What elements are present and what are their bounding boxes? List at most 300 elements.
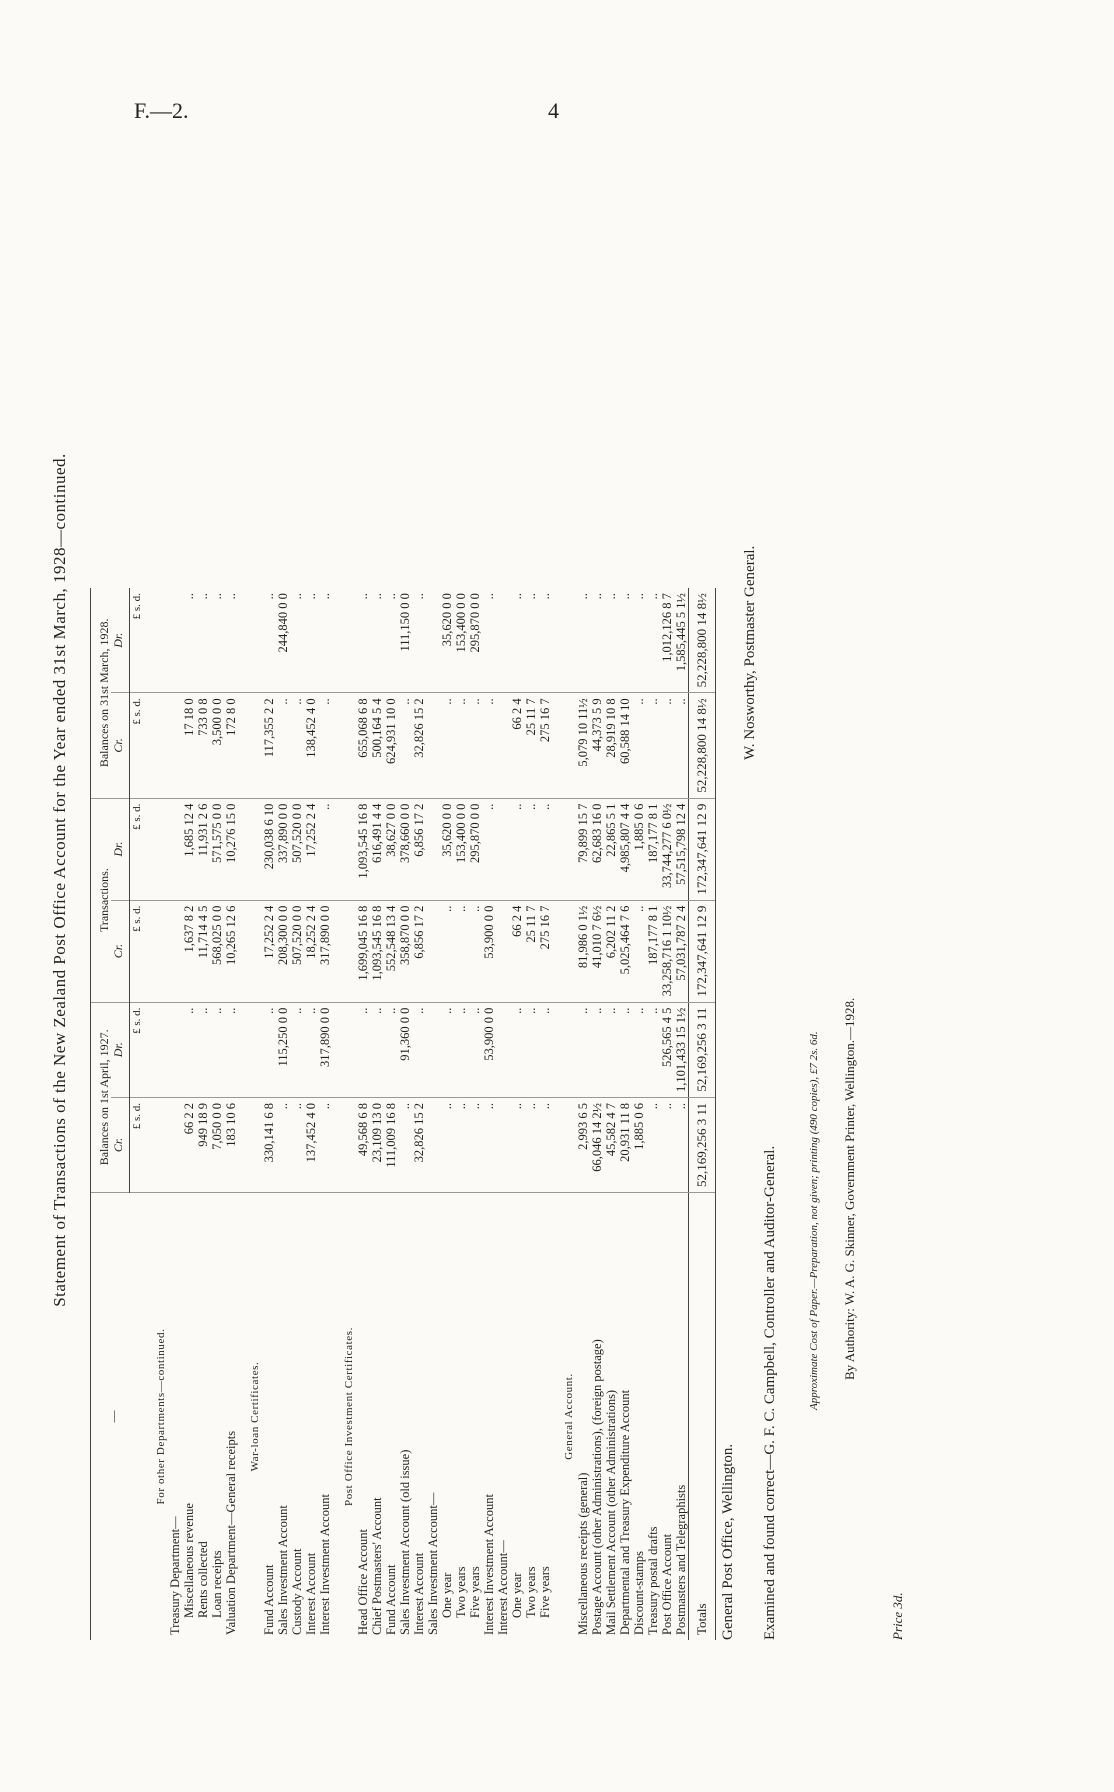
row-value (168, 1097, 182, 1192)
row-value: 552,548 13 4 (384, 900, 398, 1002)
row-value: 6,856 17 2 (412, 798, 426, 900)
row-value: .. (576, 1002, 590, 1097)
row-value: 32,826 15 2 (412, 693, 426, 798)
row-value: .. (370, 588, 384, 693)
row-value (426, 1097, 440, 1192)
empty-cell (238, 1097, 262, 1192)
table-row (524, 588, 538, 1640)
row-value: 115,250 0 0 (276, 1002, 290, 1097)
row-value: 378,660 0 0 (398, 798, 412, 900)
row-value: .. (290, 1002, 304, 1097)
col-dr-1: Dr. (111, 1002, 130, 1097)
section-heading-row (332, 588, 356, 1640)
row-value: .. (604, 588, 618, 693)
row-value: 330,141 6 8 (262, 1097, 276, 1192)
row-label: Interest Account— (496, 1540, 510, 1635)
row-value: .. (454, 1097, 468, 1192)
row-value: 153,400 0 0 (454, 588, 468, 693)
row-value: 45,582 4 7 (604, 1097, 618, 1192)
empty-cell (332, 588, 356, 693)
row-value: 187,177 8 1 (646, 798, 660, 900)
table-row (632, 588, 646, 1640)
row-value: .. (318, 798, 332, 900)
row-value: 183 10 6 (224, 1097, 238, 1192)
row-value: 91,360 0 0 (398, 1002, 412, 1097)
statement-table (90, 588, 716, 1640)
row-value: .. (398, 1097, 412, 1192)
empty-cell (552, 798, 576, 900)
totals-row (689, 588, 716, 1640)
row-value: 4,985,807 4 4 (618, 798, 632, 900)
table-row (412, 588, 426, 1640)
empty-cell (144, 693, 168, 798)
section-heading-row (144, 588, 168, 1640)
row-value: 1,885 0 6 (632, 1097, 646, 1192)
table-row (290, 588, 304, 1640)
row-label: Two years (524, 1566, 538, 1618)
row-value: 6,202 11 2 (604, 900, 618, 1002)
row-value: 10,265 12 6 (224, 900, 238, 1002)
row-value: .. (210, 1002, 224, 1097)
row-value: .. (482, 693, 496, 798)
table-row (646, 588, 660, 1640)
row-value: 568,025 0 0 (210, 900, 224, 1002)
row-value: 507,520 0 0 (290, 900, 304, 1002)
row-value: .. (510, 798, 524, 900)
table-row (182, 588, 196, 1640)
row-value: .. (224, 588, 238, 693)
section-heading-row (238, 588, 262, 1640)
table-row (468, 588, 482, 1640)
row-value: 11,931 2 6 (196, 798, 210, 900)
row-label: Custody Account (290, 1548, 304, 1635)
row-value: 275 16 7 (538, 693, 552, 798)
row-value: 60,588 14 10 (618, 693, 632, 798)
row-label: Miscellaneous revenue (182, 1503, 196, 1618)
desc-header: — (91, 1193, 130, 1641)
row-value: 571,575 0 0 (210, 798, 224, 900)
row-value: .. (318, 1097, 332, 1192)
row-value: .. (590, 1002, 604, 1097)
row-value: .. (632, 1002, 646, 1097)
row-value: .. (660, 693, 674, 798)
empty-cell (552, 588, 576, 693)
empty-cell (332, 1097, 356, 1192)
row-value (168, 1002, 182, 1097)
row-value: 5,079 10 11½ (576, 693, 590, 798)
empty-cell (238, 798, 262, 900)
row-value (496, 1002, 510, 1097)
row-value: 2,993 6 5 (576, 1097, 590, 1192)
row-value: .. (524, 798, 538, 900)
row-value: 66 2 2 (182, 1097, 196, 1192)
row-value: 1,699,045 16 8 (356, 900, 370, 1002)
row-label: Sales Investment Account— (426, 1492, 440, 1635)
row-value: 33,744,277 6 0½ (660, 798, 674, 900)
row-value: 17,252 2 4 (304, 798, 318, 900)
table-row (618, 588, 632, 1640)
row-value: 18,252 2 4 (304, 900, 318, 1002)
row-value: 949 18 9 (196, 1097, 210, 1192)
row-value (496, 588, 510, 693)
row-value: 616,491 4 4 (370, 798, 384, 900)
row-value: .. (618, 1002, 632, 1097)
row-value: 153,400 0 0 (454, 798, 468, 900)
col-cr-3: Cr. (111, 693, 130, 798)
empty-cell (144, 1097, 168, 1192)
row-value: .. (674, 693, 689, 798)
footer-cost: Approximate Cost of Paper.—Preparation, not given; printing (490 copies), £7 2s. 6d. (808, 1031, 820, 1410)
row-value: .. (632, 693, 646, 798)
row-value: 57,515,798 12 4 (674, 798, 689, 900)
units-cell: £ s. d. (130, 588, 145, 693)
col-dr-3: Dr. (111, 588, 130, 693)
row-value: .. (440, 1097, 454, 1192)
row-value: .. (384, 588, 398, 693)
section-heading: Post Office Investment Certificates. (343, 1326, 355, 1507)
empty-cell (552, 693, 576, 798)
row-value (496, 1097, 510, 1192)
empty-cell (238, 588, 262, 693)
totals-label: Totals (689, 1193, 716, 1641)
table-row (384, 588, 398, 1640)
row-value: .. (632, 588, 646, 693)
row-value: 275 16 7 (538, 900, 552, 1002)
row-value: .. (468, 693, 482, 798)
row-label: Five years (538, 1566, 552, 1618)
empty-cell (332, 693, 356, 798)
row-value: 17,252 2 4 (262, 900, 276, 1002)
row-value: 172 8 0 (224, 693, 238, 798)
row-value (426, 900, 440, 1002)
row-value (496, 900, 510, 1002)
units-cell: £ s. d. (130, 798, 145, 900)
row-value: 1,637 8 2 (182, 900, 196, 1002)
row-value: 733 0 8 (196, 693, 210, 798)
footer-price: Price 3d. (890, 1592, 905, 1640)
row-value (168, 900, 182, 1002)
row-value: .. (510, 1002, 524, 1097)
col-cr-2: Cr. (111, 900, 130, 1002)
row-value: .. (196, 588, 210, 693)
row-value: .. (356, 1002, 370, 1097)
table-row (210, 588, 224, 1640)
row-value: 44,373 5 9 (590, 693, 604, 798)
section-heading: General Account. (563, 1373, 575, 1460)
empty-cell (552, 900, 576, 1002)
row-value: 17 18 0 (182, 693, 196, 798)
row-value: .. (510, 1097, 524, 1192)
row-value: 1,885 0 6 (632, 798, 646, 900)
row-value: 62,683 16 0 (590, 798, 604, 900)
group-header-transactions: Transactions. (91, 798, 112, 1002)
row-value: 6,856 17 2 (412, 900, 426, 1002)
row-value: 41,010 7 6½ (590, 900, 604, 1002)
row-value: .. (398, 693, 412, 798)
footer-examined: Examined and found correct—G. F. C. Campbell, Controller and Auditor-General. (762, 1145, 778, 1640)
row-label: Departmental and Treasury Expenditure Account (618, 1389, 632, 1635)
row-value: 137,452 4 0 (304, 1097, 318, 1192)
row-value: .. (538, 1002, 552, 1097)
row-value: .. (370, 1002, 384, 1097)
row-value: .. (524, 588, 538, 693)
row-value: .. (646, 1097, 660, 1192)
row-label: Valuation Department—General receipts (224, 1430, 238, 1635)
row-value: .. (454, 693, 468, 798)
row-value: 244,840 0 0 (276, 588, 290, 693)
row-value: .. (262, 588, 276, 693)
table-row (590, 588, 604, 1640)
empty-cell (332, 900, 356, 1002)
footer-office: General Post Office, Wellington. (720, 1443, 736, 1640)
row-value: .. (538, 798, 552, 900)
table-row (370, 588, 384, 1640)
units-cell: £ s. d. (130, 693, 145, 798)
row-value: 317,890 0 0 (318, 1002, 332, 1097)
empty-cell (144, 900, 168, 1002)
table-row (538, 588, 552, 1640)
row-value: .. (524, 1097, 538, 1192)
row-value: 317,890 0 0 (318, 900, 332, 1002)
row-value (426, 588, 440, 693)
row-value: 35,620 0 0 (440, 588, 454, 693)
row-value (168, 588, 182, 693)
row-value: .. (590, 588, 604, 693)
row-label: One year (510, 1572, 524, 1618)
row-value (496, 798, 510, 900)
rotated-statement (50, 120, 950, 1640)
row-label: Chief Postmasters' Account (370, 1497, 384, 1635)
row-value: 49,568 6 8 (356, 1097, 370, 1192)
row-value: .. (646, 1002, 660, 1097)
row-value: 11,714 4 5 (196, 900, 210, 1002)
row-label: Fund Account (384, 1564, 398, 1635)
row-value: .. (646, 588, 660, 693)
table-row (674, 588, 689, 1640)
row-value: .. (304, 588, 318, 693)
row-value: 358,870 0 0 (398, 900, 412, 1002)
row-value: 28,919 10 8 (604, 693, 618, 798)
row-value: 1,012,126 8 7 (660, 588, 674, 693)
row-value: .. (538, 588, 552, 693)
row-value: .. (384, 1002, 398, 1097)
row-value: 507,520 0 0 (290, 798, 304, 900)
row-value: 624,931 10 0 (384, 693, 398, 798)
row-value: 230,038 6 10 (262, 798, 276, 900)
row-label: Head Office Account (356, 1529, 370, 1635)
table-row (276, 588, 290, 1640)
row-value: 1,093,545 16 8 (356, 798, 370, 900)
row-value: .. (482, 1097, 496, 1192)
page-number: 4 (548, 98, 559, 123)
row-value: .. (604, 1002, 618, 1097)
row-value: 25 11 7 (524, 693, 538, 798)
empty-cell (552, 1002, 576, 1097)
row-label: Postage Account (other Administrations), (foreign postage) (590, 1339, 604, 1635)
row-value: .. (276, 1097, 290, 1192)
row-value: .. (660, 1097, 674, 1192)
footer-authority: By Authority: W. A. G. Skinner, Government Printer, Wellington.—1928. (842, 997, 857, 1380)
row-value: .. (182, 588, 196, 693)
table-row (426, 588, 440, 1640)
row-value: 66 2 4 (510, 900, 524, 1002)
row-label: Two years (454, 1566, 468, 1618)
row-value: 111,009 16 8 (384, 1097, 398, 1192)
table-row (318, 588, 332, 1640)
empty-cell (144, 798, 168, 900)
totals-value: 172,347,641 12 9 (689, 900, 716, 1002)
empty-cell (552, 1097, 576, 1192)
empty-cell (238, 900, 262, 1002)
row-value: 1,101,433 15 1½ (674, 1002, 689, 1097)
row-value: 81,986 0 1½ (576, 900, 590, 1002)
totals-value: 52,169,256 3 11 (689, 1097, 716, 1192)
col-cr-1: Cr. (111, 1097, 130, 1192)
row-value: .. (482, 798, 496, 900)
row-value: 10,276 15 0 (224, 798, 238, 900)
empty-cell (332, 798, 356, 900)
table-row (304, 588, 318, 1640)
row-value: 33,258,716 1 10½ (660, 900, 674, 1002)
row-value: .. (576, 588, 590, 693)
row-value: 57,031,787 2 4 (674, 900, 689, 1002)
table-row (510, 588, 524, 1640)
row-value: 1,685 12 4 (182, 798, 196, 900)
row-value: 7,050 0 0 (210, 1097, 224, 1192)
row-label: Sales Investment Account (old issue) (398, 1449, 412, 1635)
row-value: 138,452 4 0 (304, 693, 318, 798)
row-value: .. (290, 693, 304, 798)
group-header-opening: Balances on 1st April, 1927. (91, 1002, 112, 1192)
row-value: 3,500 0 0 (210, 693, 224, 798)
row-value: 295,870 0 0 (468, 798, 482, 900)
row-value: 1,585,445 5 1½ (674, 588, 689, 693)
row-label: Discount-stamps (632, 1550, 646, 1635)
row-value: 208,300 0 0 (276, 900, 290, 1002)
row-value: 32,826 15 2 (412, 1097, 426, 1192)
row-value: .. (290, 1097, 304, 1192)
row-value: .. (646, 693, 660, 798)
row-value: .. (454, 1002, 468, 1097)
row-value: 66 2 4 (510, 693, 524, 798)
row-label: Interest Account (412, 1552, 426, 1635)
section-heading: War-loan Certificates. (249, 1361, 261, 1472)
row-value (168, 693, 182, 798)
row-value: .. (468, 1097, 482, 1192)
row-value: .. (440, 900, 454, 1002)
row-value: 117,355 2 2 (262, 693, 276, 798)
table-row (482, 588, 496, 1640)
row-label: Interest Account (304, 1552, 318, 1635)
row-value: .. (632, 900, 646, 1002)
row-value: 53,900 0 0 (482, 1002, 496, 1097)
totals-value: 52,228,800 14 8½ (689, 588, 716, 693)
statement-body (130, 588, 716, 1640)
table-row (196, 588, 210, 1640)
row-value: 655,068 6 8 (356, 693, 370, 798)
totals-value: 172,347,641 12 9 (689, 798, 716, 900)
empty-cell (144, 1002, 168, 1097)
row-value: .. (440, 693, 454, 798)
row-value: 53,900 0 0 (482, 900, 496, 1002)
totals-value: 52,228,800 14 8½ (689, 693, 716, 798)
row-value: .. (468, 1002, 482, 1097)
row-value: .. (290, 588, 304, 693)
empty-cell (238, 1002, 262, 1097)
row-value: .. (356, 588, 370, 693)
table-row (356, 588, 370, 1640)
table-row (398, 588, 412, 1640)
page-code: F.—2. (134, 98, 189, 123)
row-label: Interest Investment Account (318, 1494, 332, 1635)
units-row (130, 588, 145, 1640)
row-value: .. (276, 693, 290, 798)
row-value: .. (412, 1002, 426, 1097)
row-value: 23,109 13 0 (370, 1097, 384, 1192)
row-label: Sales Investment Account (276, 1505, 290, 1635)
col-dr-2: Dr. (111, 798, 130, 900)
row-value: 111,150 0 0 (398, 588, 412, 693)
row-label: Treasury postal drafts (646, 1526, 660, 1635)
row-label: Rents collected (196, 1541, 210, 1618)
group-header-closing: Balances on 31st March, 1928. (91, 588, 112, 798)
row-value (496, 693, 510, 798)
row-value: .. (468, 900, 482, 1002)
row-value: .. (318, 693, 332, 798)
row-label: Miscellaneous receipts (general) (576, 1472, 590, 1635)
row-value: 1,093,545 16 8 (370, 900, 384, 1002)
row-value: .. (262, 1002, 276, 1097)
totals-value: 52,169,256 3 11 (689, 1002, 716, 1097)
empty-cell (144, 588, 168, 693)
footer-signature: W. Nosworthy, Postmaster General. (742, 545, 758, 760)
table-row (262, 588, 276, 1640)
row-value: 187,177 8 1 (646, 900, 660, 1002)
row-value: .. (304, 1002, 318, 1097)
row-value (426, 798, 440, 900)
row-value (168, 798, 182, 900)
row-value: .. (412, 588, 426, 693)
row-value (426, 1002, 440, 1097)
row-value: 5,025,464 7 6 (618, 900, 632, 1002)
table-row (440, 588, 454, 1640)
row-label: Five years (468, 1566, 482, 1618)
row-value: 66,046 14 2½ (590, 1097, 604, 1192)
row-label: Treasury Department— (168, 1516, 182, 1635)
row-value (426, 693, 440, 798)
empty-cell (332, 1002, 356, 1097)
row-value: 35,620 0 0 (440, 798, 454, 900)
table-row (660, 588, 674, 1640)
units-desc (130, 1193, 145, 1641)
row-label: One year (440, 1572, 454, 1618)
row-label: Mail Settlement Account (other Administrations) (604, 1389, 618, 1635)
row-label: Fund Account (262, 1564, 276, 1635)
table-row (604, 588, 618, 1640)
table-row (168, 588, 182, 1640)
empty-cell (238, 693, 262, 798)
row-value: .. (196, 1002, 210, 1097)
row-value: .. (618, 588, 632, 693)
row-value: .. (318, 588, 332, 693)
row-value: 295,870 0 0 (468, 588, 482, 693)
units-cell: £ s. d. (130, 1097, 145, 1192)
row-value: .. (482, 588, 496, 693)
row-value: .. (674, 1097, 689, 1192)
units-cell: £ s. d. (130, 900, 145, 1002)
row-value: .. (210, 588, 224, 693)
row-value: .. (524, 1002, 538, 1097)
